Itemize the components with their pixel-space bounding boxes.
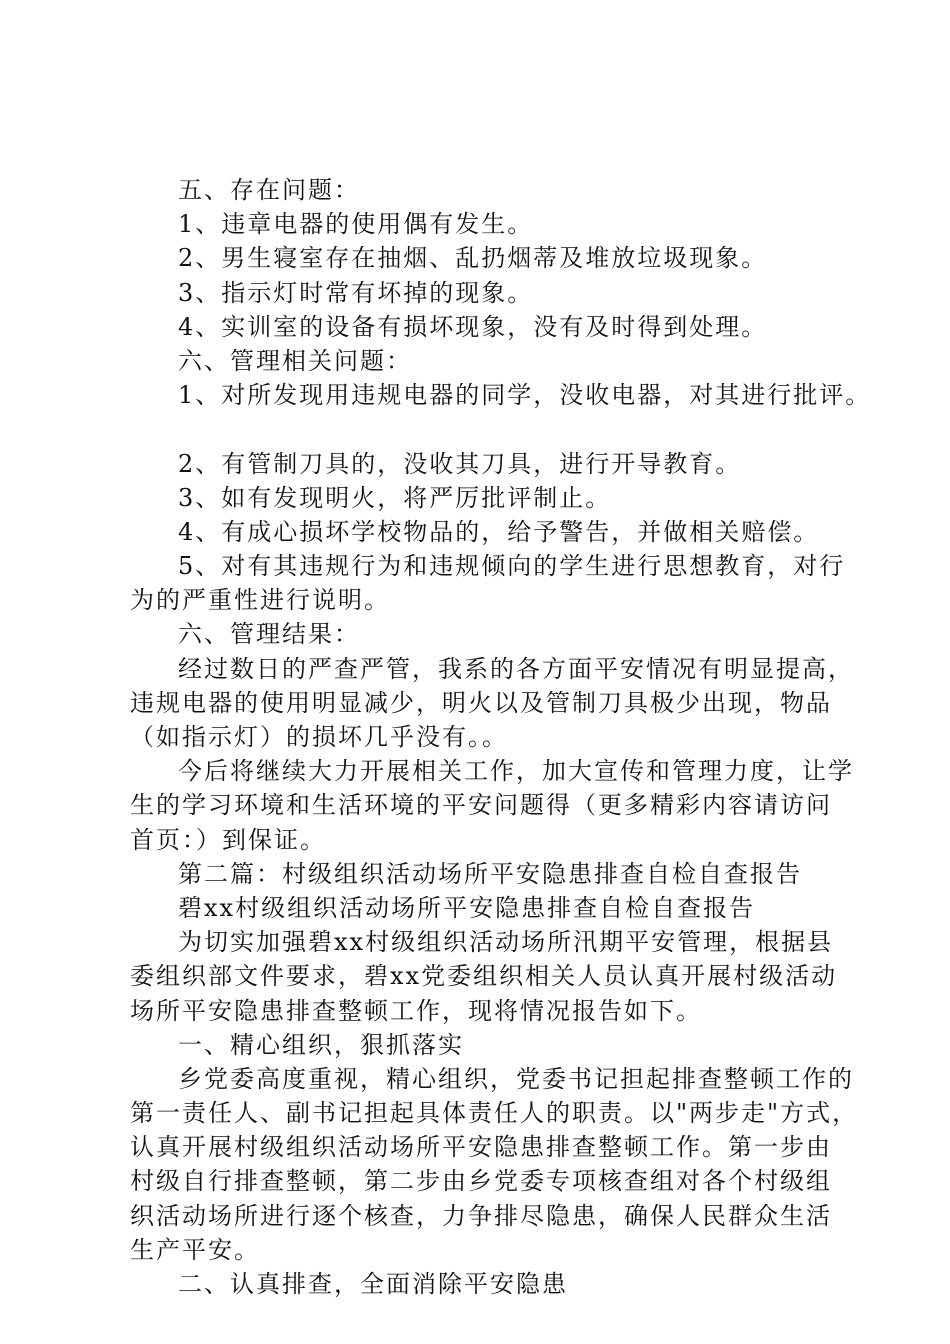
paragraph-line: 4、实训室的设备有损坏现象，没有及时得到处理。	[178, 312, 768, 341]
heading-organize: 一、精心组织，狠抓落实	[178, 1030, 464, 1059]
paragraph-line: 为的严重性进行说明。	[130, 586, 390, 615]
heading-problems: 五、存在问题：	[178, 176, 360, 204]
document-body	[130, 173, 872, 1301]
paragraph-line: 3、如有发现明火，将严厉批评制止。	[178, 483, 612, 512]
paragraph-line: 4、有成心损坏学校物品的，给予警告，并做相关赔偿。	[178, 517, 820, 546]
blank-line	[130, 412, 830, 446]
paragraph-line: 生产平安。	[130, 1235, 260, 1264]
paragraph-line: 1、对所发现用违规电器的同学，没收电器，对其进行批评。	[178, 381, 872, 410]
paragraph-line: 织活动场所进行逐个核查，力争排尽隐患，确保人民群众生活	[130, 1201, 832, 1230]
report-title: 碧xx村级组织活动场所平安隐患排查自检自查报告	[178, 893, 756, 922]
paragraph-line: 2、男生寝室存在抽烟、乱扔烟蒂及堆放垃圾现象。	[178, 244, 768, 273]
paragraph-line: 认真开展村级组织活动场所平安隐患排查整顿工作。第一步由	[130, 1133, 832, 1162]
paragraph-line: 为切实加强碧xx村级组织活动场所汛期平安管理，根据县	[178, 928, 834, 957]
paragraph-line: 村级自行排查整顿，第二步由乡党委专项核查组对各个村级组	[130, 1167, 832, 1196]
section-title-second: 第二篇：村级组织活动场所平安隐患排查自检自查报告	[178, 859, 802, 888]
paragraph-line: 首页：）到保证。	[130, 825, 326, 854]
paragraph-line: 今后将继续大力开展相关工作，加大宣传和管理力度，让学	[178, 757, 854, 786]
paragraph-line: 2、有管制刀具的，没收其刀具，进行开导教育。	[178, 449, 742, 478]
paragraph-line: 乡党委高度重视，精心组织，党委书记担起排查整顿工作的	[178, 1064, 854, 1093]
paragraph-line: （如指示灯）的损坏几乎没有。。	[130, 723, 508, 751]
paragraph-line: 第一责任人、副书记担起具体责任人的职责。以"两步走"方式，	[130, 1099, 859, 1128]
paragraph-line: 委组织部文件要求，碧xx党委组织相关人员认真开展村级活动	[130, 962, 838, 991]
heading-inspection: 二、认真排查，全面消除平安隐患	[178, 1270, 568, 1298]
paragraph-line: 3、指示灯时常有坏掉的现象。	[178, 278, 534, 307]
paragraph-line: 场所平安隐患排查整顿工作，现将情况报告如下。	[130, 996, 702, 1025]
paragraph-line: 违规电器的使用明显减少，明火以及管制刀具极少出现，物品	[130, 688, 832, 717]
paragraph-line: 1、违章电器的使用偶有发生。	[178, 210, 534, 239]
paragraph-line: 5、对有其违规行为和违规倾向的学生进行思想教育，对行	[178, 552, 846, 581]
paragraph-line: 经过数日的严查严管，我系的各方面平安情况有明显提高，	[178, 654, 854, 683]
heading-management-issues: 六、管理相关问题：	[178, 346, 412, 375]
heading-management-results: 六、管理结果：	[178, 620, 360, 649]
paragraph-line: 生的学习环境和生活环境的平安问题得（更多精彩内容请访问	[130, 791, 832, 820]
